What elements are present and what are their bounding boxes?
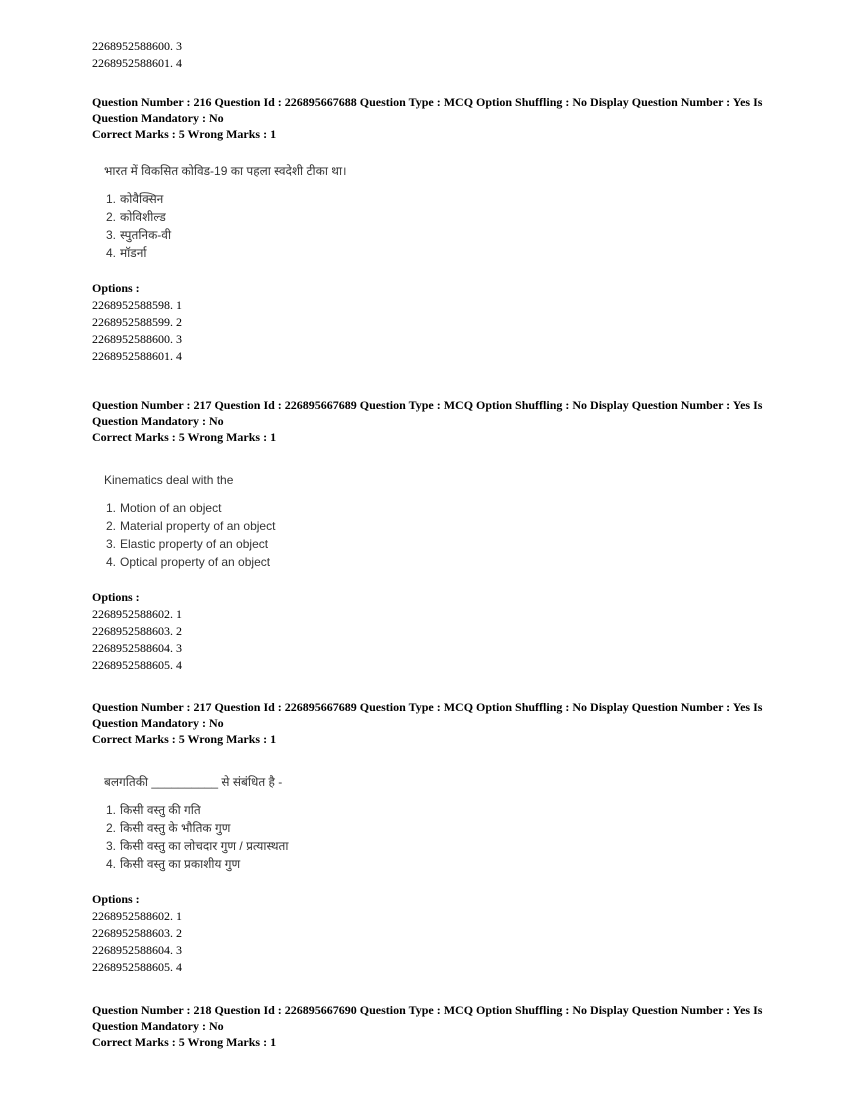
choice-list <box>106 801 772 873</box>
choice-item: 2. Material property of an object <box>106 519 276 533</box>
option-line: 2268952588602. 1 <box>92 909 182 923</box>
options-list <box>92 891 772 976</box>
option-line: 2268952588601. 4 <box>92 56 182 70</box>
question-meta: Question Number : 216 Question Id : 226895667688 Question Type : MCQ Option Shuffling : No Display Question Number : Yes Is <box>92 95 763 109</box>
option-line: 2268952588604. 3 <box>92 641 182 655</box>
choice-item: 3. किसी वस्तु का लोचदार गुण / प्रत्यास्थता <box>106 839 289 853</box>
option-line: 2268952588604. 3 <box>92 943 182 957</box>
option-line: 2268952588601. 4 <box>92 349 182 363</box>
option-line: 2268952588600. 3 <box>92 332 182 346</box>
question-marks: Correct Marks : 5 Wrong Marks : 1 <box>92 430 277 444</box>
question-header <box>92 1002 772 1050</box>
question-mandatory: Question Mandatory : No <box>92 414 224 428</box>
options-list <box>92 280 772 365</box>
choice-item: 3. स्पुतनिक-वी <box>106 228 172 242</box>
choice-item: 2. किसी वस्तु के भौतिक गुण <box>106 821 231 835</box>
question-header <box>92 94 772 142</box>
question-mandatory: Question Mandatory : No <box>92 111 224 125</box>
question-meta: Question Number : 217 Question Id : 226895667689 Question Type : MCQ Option Shuffling : No Display Question Number : Yes Is <box>92 398 763 412</box>
previous-options <box>92 38 182 72</box>
question-header <box>92 397 772 445</box>
question-meta: Question Number : 217 Question Id : 226895667689 Question Type : MCQ Option Shuffling : No Display Question Number : Yes Is <box>92 700 763 714</box>
options-label: Options : <box>92 590 140 604</box>
choice-item: 4. Optical property of an object <box>106 555 271 569</box>
choice-list <box>106 499 772 571</box>
option-line: 2268952588599. 2 <box>92 315 182 329</box>
question-text: Kinematics deal with the <box>104 473 234 487</box>
options-label: Options : <box>92 281 140 295</box>
choice-list <box>106 190 772 262</box>
question-marks: Correct Marks : 5 Wrong Marks : 1 <box>92 1035 277 1049</box>
option-line: 2268952588600. 3 <box>92 39 182 53</box>
question-marks: Correct Marks : 5 Wrong Marks : 1 <box>92 732 277 746</box>
question-meta: Question Number : 218 Question Id : 226895667690 Question Type : MCQ Option Shuffling : No Display Question Number : Yes Is <box>92 1003 763 1017</box>
question-block-217-hi <box>92 699 772 976</box>
options-list <box>92 589 772 674</box>
option-line: 2268952588605. 4 <box>92 960 182 974</box>
question-block-216 <box>92 94 772 365</box>
question-image <box>104 162 772 262</box>
choice-item: 2. कोविशील्ड <box>106 210 166 224</box>
options-label: Options : <box>92 892 140 906</box>
choice-item: 4. मॉडर्ना <box>106 246 147 260</box>
question-block-218 <box>92 1002 772 1050</box>
question-text: भारत में विकसित कोविड-19 का पहला स्वदेशी टीका था। <box>104 164 347 178</box>
option-line: 2268952588602. 1 <box>92 607 182 621</box>
choice-item: 1. Motion of an object <box>106 501 222 515</box>
question-header <box>92 699 772 747</box>
question-mandatory: Question Mandatory : No <box>92 716 224 730</box>
question-image <box>104 773 772 873</box>
choice-item: 1. किसी वस्तु की गति <box>106 803 201 817</box>
option-line: 2268952588603. 2 <box>92 926 182 940</box>
question-block-217-en <box>92 397 772 674</box>
choice-item: 3. Elastic property of an object <box>106 537 269 551</box>
option-line: 2268952588605. 4 <box>92 658 182 672</box>
option-line: 2268952588603. 2 <box>92 624 182 638</box>
option-line: 2268952588598. 1 <box>92 298 182 312</box>
question-text: बलगतिकी __________ से संबंधित है - <box>104 775 283 789</box>
question-marks: Correct Marks : 5 Wrong Marks : 1 <box>92 127 277 141</box>
question-image <box>104 471 772 571</box>
choice-item: 4. किसी वस्तु का प्रकाशीय गुण <box>106 857 241 871</box>
choice-item: 1. कोवैक्सिन <box>106 192 164 206</box>
question-mandatory: Question Mandatory : No <box>92 1019 224 1033</box>
